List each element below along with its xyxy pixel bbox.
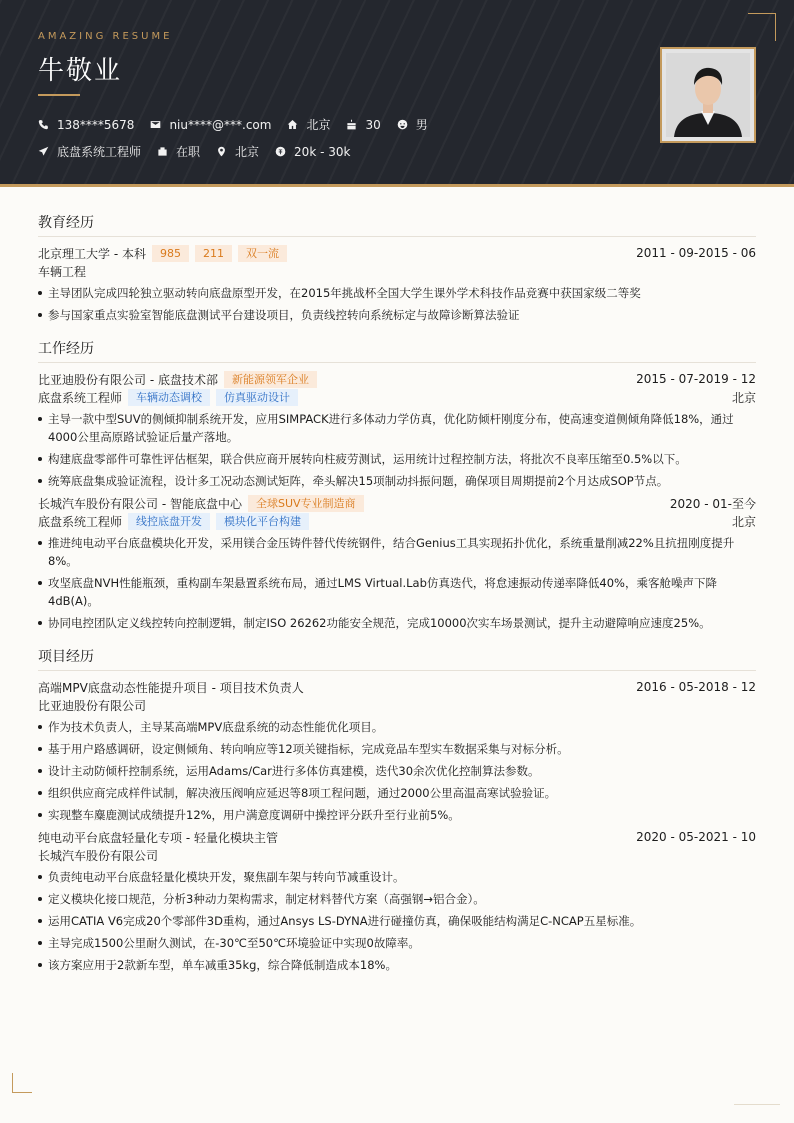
job-date: 2020 - 01-至今: [669, 496, 756, 511]
intent-salary: [275, 145, 350, 159]
education-section: [38, 212, 756, 324]
company-tag: 新能源领军企业: [224, 371, 317, 388]
job-date: 2015 - 07-2019 - 12: [636, 372, 756, 386]
work-section: [38, 338, 756, 632]
project-head: [38, 678, 756, 696]
contact-gender: [397, 116, 428, 133]
footer-divider: [734, 1104, 780, 1105]
name-underline: [38, 94, 80, 96]
company-tag: 全球SUV专业制造商: [248, 495, 364, 512]
home-icon: [287, 119, 298, 130]
school-tag: 211: [195, 245, 232, 262]
intent-position: [38, 143, 141, 160]
education-bullets: [38, 284, 756, 324]
role-tag: 模块化平台构建: [216, 513, 309, 530]
project-org: 比亚迪股份有限公司: [38, 698, 147, 713]
mail-icon: [150, 119, 161, 130]
cake-icon: [346, 119, 357, 130]
project-bullets: [38, 718, 756, 824]
phone-text: 138****5678: [57, 117, 135, 132]
school-tag: 双一流: [238, 245, 287, 262]
job-role-row: [38, 388, 756, 406]
project-date: 2016 - 05-2018 - 12: [636, 680, 756, 694]
education-date: 2011 - 09-2015 - 06: [636, 246, 756, 260]
list-item: 运用CATIA V6完成20个零部件3D重构，通过Ansys LS-DYNA进行碰撞仿真，确保吸能结构满足C-NCAP五星标准。: [38, 912, 756, 930]
job-role: 底盘系统工程师: [38, 390, 123, 405]
city-text: 北京: [235, 145, 260, 159]
gender-icon: [397, 119, 408, 130]
avatar-photo: [666, 53, 750, 137]
list-item: 参与国家重点实验室智能底盘测试平台建设项目，负责线控转向系统标定与故障诊断算法验证: [38, 306, 756, 324]
avatar: [660, 47, 756, 143]
corner-decoration: [748, 13, 776, 41]
age-text: 30: [365, 117, 381, 132]
project-org: 长城汽车股份有限公司: [38, 848, 159, 863]
list-item: 协同电控团队定义线控转向控制逻辑，制定ISO 26262功能安全规范，完成10000次实车场景测试，提升主动避障响应速度25%。: [38, 614, 756, 632]
intent-status: [157, 143, 200, 160]
list-item: 攻坚底盘NVH性能瓶颈，重构副车架悬置系统布局，通过LMS Virtual.Lab仿真迭代，将怠速振动传递率降低40%，乘客舱噪声下降4dB(A)。: [38, 574, 756, 610]
job-head: [38, 370, 756, 388]
project-org-row: [38, 696, 756, 714]
job-role: 底盘系统工程师: [38, 514, 123, 529]
location-pin-icon: [216, 146, 227, 157]
resume-header: [0, 0, 794, 187]
header-tagline: AMAZING RESUME: [38, 31, 173, 42]
job-role-row: [38, 512, 756, 530]
list-item: 实现整车麋鹿测试成绩提升12%，用户满意度调研中操控评分跃升至行业前5%。: [38, 806, 756, 824]
status-text: 在职: [176, 145, 201, 159]
job-city: 北京: [731, 514, 756, 529]
candidate-name: 牛敬业: [38, 56, 123, 86]
major-name: 车辆工程: [38, 264, 87, 279]
projects-section: [38, 646, 756, 974]
job-bullets: [38, 534, 756, 632]
list-item: 作为技术负责人，主导某高端MPV底盘系统的动态性能优化项目。: [38, 718, 756, 736]
school-name: 北京理工大学 - 本科: [38, 246, 146, 261]
job-city: 北京: [731, 390, 756, 405]
job-bullets: [38, 410, 756, 490]
section-title-education: 教育经历: [38, 212, 756, 237]
status-icon: [157, 146, 168, 157]
list-item: 主导团队完成四轮独立驱动转向底盘原型开发，在2015年挑战杯全国大学生课外学术科技作品竞赛中获国家级二等奖: [38, 284, 756, 302]
list-item: 主导一款中型SUV的侧倾抑制系统开发，应用SIMPACK进行多体动力学仿真，优化防倾杆刚度分布，使高速变道侧倾角降低18%，通过4000公里高原路试验证后量产落地。: [38, 410, 756, 446]
email-text: niu****@***.com: [169, 117, 272, 132]
gender-text: 男: [415, 118, 428, 132]
education-major-row: [38, 262, 756, 280]
contact-email: [150, 118, 271, 132]
project-name: 高端MPV底盘动态性能提升项目 - 项目技术负责人: [38, 680, 304, 695]
list-item: 设计主动防倾杆控制系统，运用Adams/Car进行多体仿真建模，迭代30余次优化控制算法参数。: [38, 762, 756, 780]
home-text: 北京: [306, 118, 331, 132]
list-item: 构建底盘零部件可靠性评估框架，联合供应商开展转向柱疲劳测试，运用统计过程控制方法，将批次不良率压缩至0.5%以下。: [38, 450, 756, 468]
project-head: [38, 828, 756, 846]
list-item: 定义模块化接口规范，分析3种动力架构需求，制定材料替代方案（高强钢→铝合金）。: [38, 890, 756, 908]
list-item: 基于用户路感调研，设定侧倾角、转向响应等12项关键指标，完成竞品车型实车数据采集与对标分析。: [38, 740, 756, 758]
list-item: 负责纯电动平台底盘轻量化模块开发，聚焦副车架与转向节减重设计。: [38, 868, 756, 886]
list-item: 主导完成1500公里耐久测试，在-30℃至50℃环境验证中实现0故障率。: [38, 934, 756, 952]
send-icon: [38, 146, 49, 157]
school-tag: 985: [152, 245, 189, 262]
project-bullets: [38, 868, 756, 974]
section-title-work: 工作经历: [38, 338, 756, 363]
project-date: 2020 - 05-2021 - 10: [636, 830, 756, 844]
list-item: 统筹底盘集成验证流程，设计多工况动态测试矩阵，牵头解决15项制动抖振问题，确保项目周期提前2个月达成SOP节点。: [38, 472, 756, 490]
contact-age: [346, 118, 380, 132]
company-name: 长城汽车股份有限公司 - 智能底盘中心: [38, 496, 242, 511]
role-tag: 仿真驱动设计: [216, 389, 298, 406]
salary-text: 20k - 30k: [294, 144, 351, 159]
contact-phone: [38, 118, 134, 132]
section-title-projects: 项目经历: [38, 646, 756, 671]
job-head: [38, 494, 756, 512]
list-item: 组织供应商完成样件试制，解决液压阀响应延迟等8项工程问题，通过2000公里高温高寒试验验证。: [38, 784, 756, 802]
education-head: [38, 244, 756, 262]
position-text: 底盘系统工程师: [57, 145, 142, 159]
salary-icon: [275, 146, 286, 157]
company-name: 比亚迪股份有限公司 - 底盘技术部: [38, 372, 218, 387]
contact-home: [287, 116, 330, 133]
corner-decoration: [12, 1073, 32, 1093]
resume-body: [38, 204, 756, 978]
role-tag: 车辆动态调校: [128, 389, 210, 406]
contact-row: [38, 116, 444, 133]
job-intent-row: [38, 143, 366, 160]
list-item: 推进纯电动平台底盘模块化开发，采用镁合金压铸件替代传统钢件，结合Genius工具实现拓扑优化，系统重量削减22%且抗扭刚度提升8%。: [38, 534, 756, 570]
phone-icon: [38, 119, 49, 130]
role-tag: 线控底盘开发: [128, 513, 210, 530]
portrait-image: [666, 53, 750, 137]
project-org-row: [38, 846, 756, 864]
project-name: 纯电动平台底盘轻量化专项 - 轻量化模块主管: [38, 830, 278, 845]
list-item: 该方案应用于2款新车型，单车减重35kg，综合降低制造成本18%。: [38, 956, 756, 974]
intent-city: [216, 143, 259, 160]
